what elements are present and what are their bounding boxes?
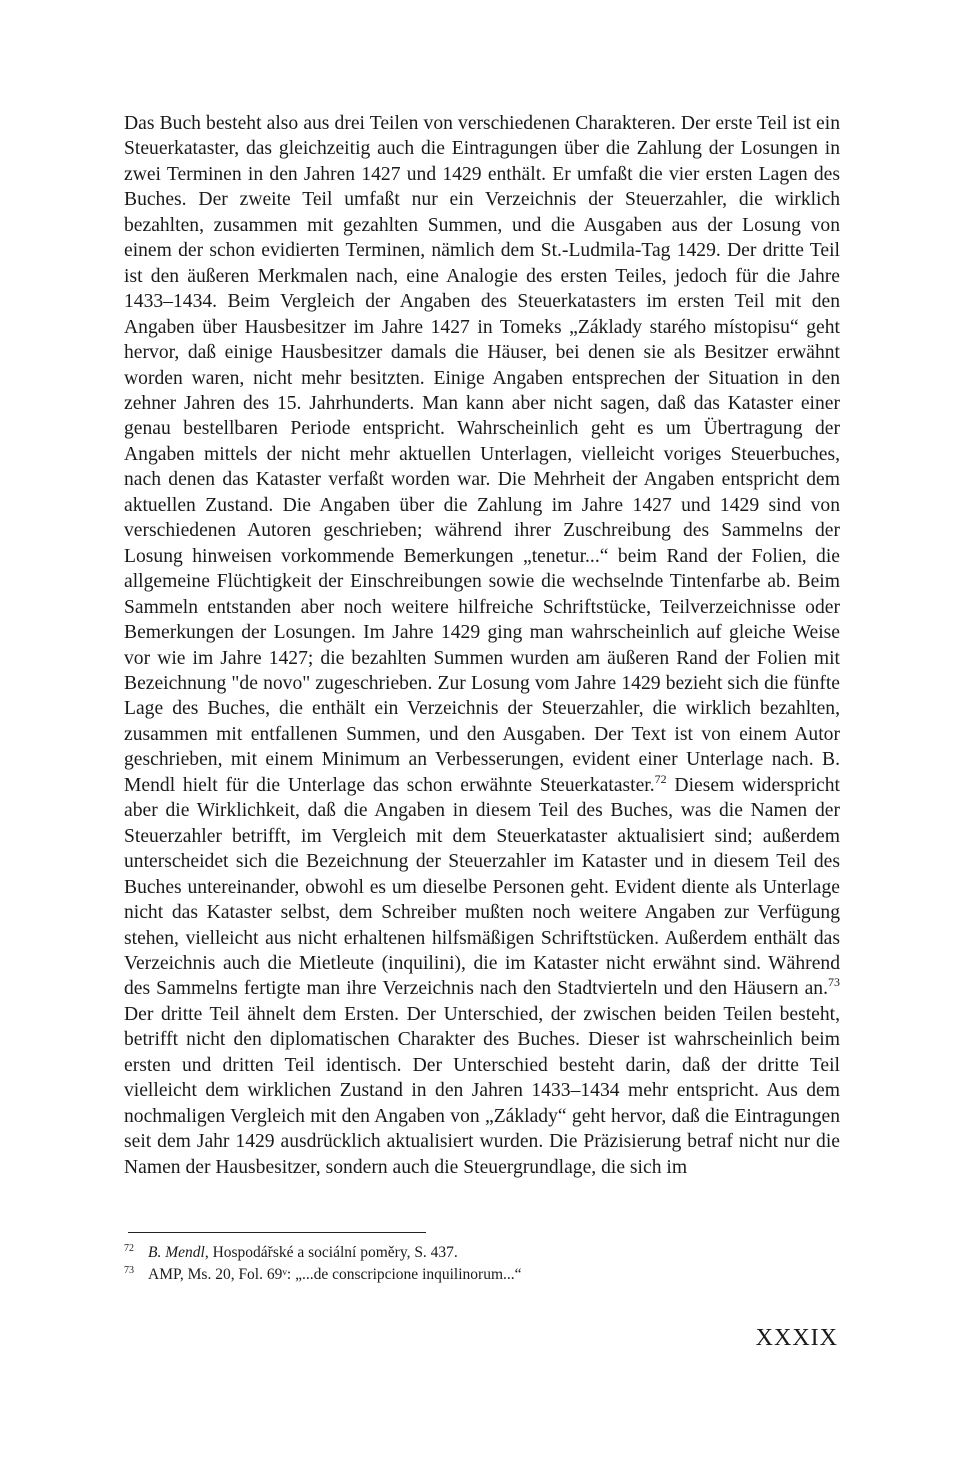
footnote-body: , Hospodářské a sociální poměry, S. 437. <box>204 1244 458 1261</box>
footnote-text <box>148 1242 458 1264</box>
page-number: XXXIX <box>755 1325 838 1351</box>
footnote-reference-72[interactable]: 72 <box>654 771 667 786</box>
paragraph-segment-3: Der dritte Teil ähnelt dem Ersten. Der Unterschied, der zwischen beiden Teilen besteht, betrifft nicht den diplomatischen Charakter des Buches. Dieser ist wahrscheinlich beim ersten und dritten Teil identisch. Der Unterschied besteht darin, daß der dritte Teil vielleicht dem wirklichen Zustand in den Jahren 1433–1434 mehr entspricht. Aus dem nochmaligen Vergleich mit den Angaben von „Základy“ geht hervor, daß die Eintragungen seit dem Jahr 1429 ausdrücklich aktualisiert wurden. Die Präzisierung betraf nicht nur die Namen der Hausbesitzer, sondern auch die Steuergrundlage, die sich im <box>124 1003 840 1178</box>
footnote-divider <box>128 1232 426 1233</box>
body-paragraph <box>124 111 840 1180</box>
footnote-author: B. Mendl <box>148 1244 205 1261</box>
footnote-72 <box>124 1242 840 1264</box>
paragraph-segment-1: Das Buch besteht also aus drei Teilen von verschiedenen Charakteren. Der erste Teil ist ein Steuerkataster, das gleichzeitig auch die Eintragungen über die Zahlung der Losungen in zwei Terminen in den Jahren 1427 und 1429 enthält. Er umfaßt die vier ersten Lagen des Buches. Der zweite Teil umfaßt nur ein Verzeichnis der Steuerzahler, die wirklich bezahlten, zusammen mit gezahlten Summen, und die Ausgaben aus der Losung von einem der schon evidierten Terminen, nämlich dem St.-Ludmila-Tag 1429. Der dritte Teil ist den äußeren Merkmalen nach, eine Analogie des ersten Teiles, jedoch für die Jahre 1433–1434. Beim Vergleich der Angaben des Steuerkatasters im ersten Teil mit den Angaben über Hausbesitzer im Jahre 1427 in Tomeks „Základy starého místopisu“ geht hervor, daß einige Hausbesitzer damals die Häuser, bei denen sie als Besitzer erwähnt worden waren, nicht mehr besitzten. Einige Angaben entsprechen der Situation in den zehner Jahren des 15. Jahrhunderts. Man kann aber nicht sagen, daß das Kataster einer genau bestellbaren Periode entspricht. Wahrscheinlich geht es um Übertragung der Angaben mittels der nicht mehr aktuellen Unterlagen, vielleicht voriges Steuerbuches, nach denen das Kataster verfaßt worden war. Die Mehrheit der Angaben entspricht dem aktuellen Zustand. Die Angaben über die Zahlung im Jahre 1427 und 1429 sind von verschiedenen Autoren geschrieben; während ihrer Zuschreibung des Sammelns der Losung hinweisen vorkommende Bemerkungen „tenetur...“ beim Rand der Folien, die allgemeine Flüchtigkeit der Einschreibungen sowie die wechselnde Tintenfarbe ab. Beim Sammeln entstanden aber noch weitere hilfreiche Schriftstücke, Teilverzeichnisse oder Bemerkungen der Losungen. Im Jahre 1429 ging man wahrscheinlich auf gleiche Weise vor wie im Jahre 1427; die bezahlten Summen wurden am äußeren Rand der Folien mit Bezeichnung "de novo" zugeschrieben. Zur Losung vom Jahre 1429 bezieht sich die fünfte Lage des Buches, die enthält ein Verzeichnis der Steuerzahler, die wirklich bezahlten, zusammen mit entfallenen Summen, und den Ausgaben. Der Text ist von einem Autor geschrieben, mit einem Minimum an Verbesserungen, evident einer Unterlage nach. B. Mendl hielt für die Unterlage das schon erwähnte Steuerkataster. <box>124 113 840 796</box>
paragraph-segment-2: Diesem widerspricht aber die Wirklichkeit, daß die Angaben in diesem Teil des Buches, was die Namen der Steuerzahler betrifft, im Vergleich mit dem Steuerkataster aktualisiert sind; außerdem unterscheidet sich die Bezeichnung der Steuerzahler im Kataster und in diesem Teil des Buches untereinander, obwohl es um dieselbe Personen geht. Evident diente als Unterlage nicht das Kataster selbst, dem Schreiber mußten noch weitere Angaben zur Verfügung stehen, vielleicht aus nicht erhaltenen hilfsmäßigen Schriftstücken. Außerdem enthält das Verzeichnis auch die Mietleute (inquilini), die im Kataster nicht erwähnt sind. Während des Sammelns fertigte man ihre Verzeichnis nach den Stadtvierteln und den Häusern an. <box>124 774 840 1000</box>
footnotes <box>124 1242 840 1286</box>
footnote-73 <box>124 1264 840 1286</box>
footnote-number: 73 <box>124 1265 134 1276</box>
footnote-body: AMP, Ms. 20, Fol. 69ᵛ: „...de conscripcione inquilinorum...“ <box>148 1266 522 1283</box>
footnote-reference-73[interactable]: 73 <box>828 975 840 990</box>
footnote-number: 72 <box>124 1243 134 1254</box>
footnote-text <box>148 1264 522 1286</box>
